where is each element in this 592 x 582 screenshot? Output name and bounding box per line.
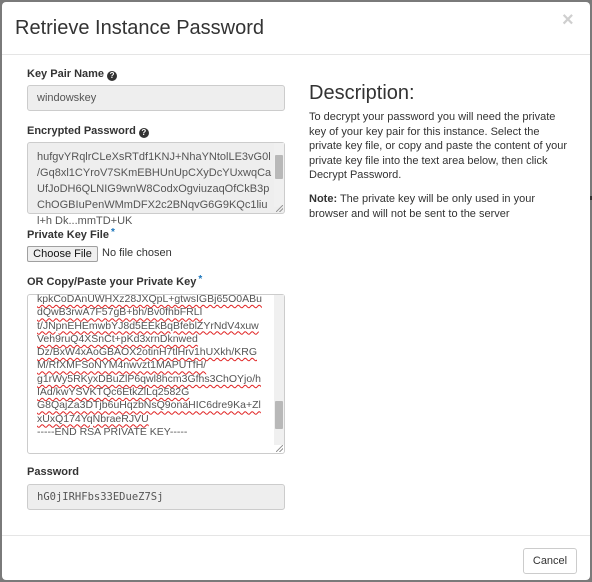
retrieve-password-dialog [2,2,590,580]
dialog-footer [2,535,590,581]
private-key-line [37,399,262,412]
scrollbar-thumb[interactable] [275,155,283,179]
encrypted-password-line: /Gq8xl1CYroV7SKmEBHUnUpCXyDcYUxwqCa [37,167,272,179]
encrypted-password-label-text: Encrypted Password [27,125,136,137]
encrypted-password-line: hufgvYRqlrCLeXsRTdf1KNJ+NhaYNtolLE3vG0l [37,151,271,163]
required-marker: * [110,227,115,238]
private-key-text [37,293,262,439]
private-key-line [37,346,262,359]
private-key-file-label-text: Private Key File [27,229,109,241]
dialog-header [2,2,590,55]
password-field[interactable]: hG0jIRHFbs33EDueZ7Sj [27,484,285,510]
help-icon[interactable]: ? [139,128,149,138]
file-status-text: No file chosen [102,247,172,259]
private-key-line [37,426,262,439]
resize-handle-icon[interactable] [276,205,283,212]
key-pair-name-label-text: Key Pair Name [27,68,105,80]
key-pair-name-label [27,67,117,81]
private-key-line [37,359,262,372]
scrollbar-thumb[interactable] [275,401,283,429]
private-key-line-text: dQwB3rwA7F57gB+bh/Bv0fhbFRLI [37,306,203,319]
encrypted-password-text [37,149,272,229]
private-key-line [37,306,262,319]
private-key-line [37,333,262,346]
help-icon[interactable]: ? [107,71,117,81]
description-title: Description: [309,82,415,104]
encrypted-password-line: ChOGBIuPenWMmDFX2c2BNqvG6G9KQc1liu [37,199,268,211]
password-label: Password [27,466,79,478]
private-key-line-text: g1rWy5RKyxDBuZlP6qwl8hcm3Gfhs3ChOYjo/h [37,372,261,385]
private-key-file-label [27,226,115,242]
choose-file-button[interactable]: Choose File [27,246,98,262]
key-pair-name-field[interactable]: windowskey [27,85,285,111]
private-key-line [37,320,262,333]
private-key-line-text: xUxQ174YqNbraeRJVU [37,412,149,425]
private-key-line-text: M/RfXMFSoNYM4nwvzt1MAPUTfH/ [37,359,207,372]
private-key-line-text: Veh9ruQ4XSnCt+pKd3xrnDknwed [37,332,198,345]
note-label: Note: [309,193,338,205]
encrypted-password-label [27,124,149,138]
description-text: To decrypt your password you will need the private key of your key pair for this instance. Select the private key file, or copy and paste the content of your private key file into the text area below, then click Decrypt Password. [309,111,568,181]
description-note [309,192,571,221]
private-key-line-text: t/JNpnEHEmwbYJ8d5EEkBqBfeblZYrNdV4xuw [37,319,259,332]
private-key-paste-label-text: OR Copy/Paste your Private Key [27,276,197,288]
encrypted-password-textarea[interactable] [27,142,285,227]
private-key-line [37,413,262,426]
note-text: The private key will be only used in your browser and will not be sent to the server [309,193,536,220]
private-key-textarea[interactable] [27,294,285,454]
private-key-line-text: kpkCoDAnUWHXz28JXQpL+gtwsIGBj65O0ABu [37,293,262,305]
encrypted-password-line: UfJoDH6QLNIG9wnW8CodxOgviuzaqOfCkB3p [37,183,270,195]
private-key-line-text: -----END RSA PRIVATE KEY----- [37,425,188,438]
required-marker: * [198,274,203,285]
private-key-line [37,386,262,399]
private-key-line-text: G8QajZa3DTjb6uHqzbNsQ9onaHIC6dre9Ka+Zl [37,399,261,412]
private-key-paste-label [27,273,202,289]
close-icon[interactable]: × [562,9,574,31]
encrypted-password-scrollbar[interactable] [274,143,284,207]
private-key-line-text: IAd/kwYSVKTQc6EtkZlLq2582G [37,386,190,399]
resize-handle-icon[interactable] [276,445,283,452]
cancel-button[interactable]: Cancel [523,548,577,574]
private-key-line [37,373,262,386]
encrypted-password-line: l+h Dk...mmTD+UK [37,215,133,227]
dialog-title: Retrieve Instance Password [15,17,265,39]
private-key-line-text: Dz/BxW4xAoGBAOX2otinH7tlHrv1hUXkh/KRG [37,346,257,359]
private-key-scrollbar[interactable] [274,295,284,445]
private-key-line [37,293,262,306]
